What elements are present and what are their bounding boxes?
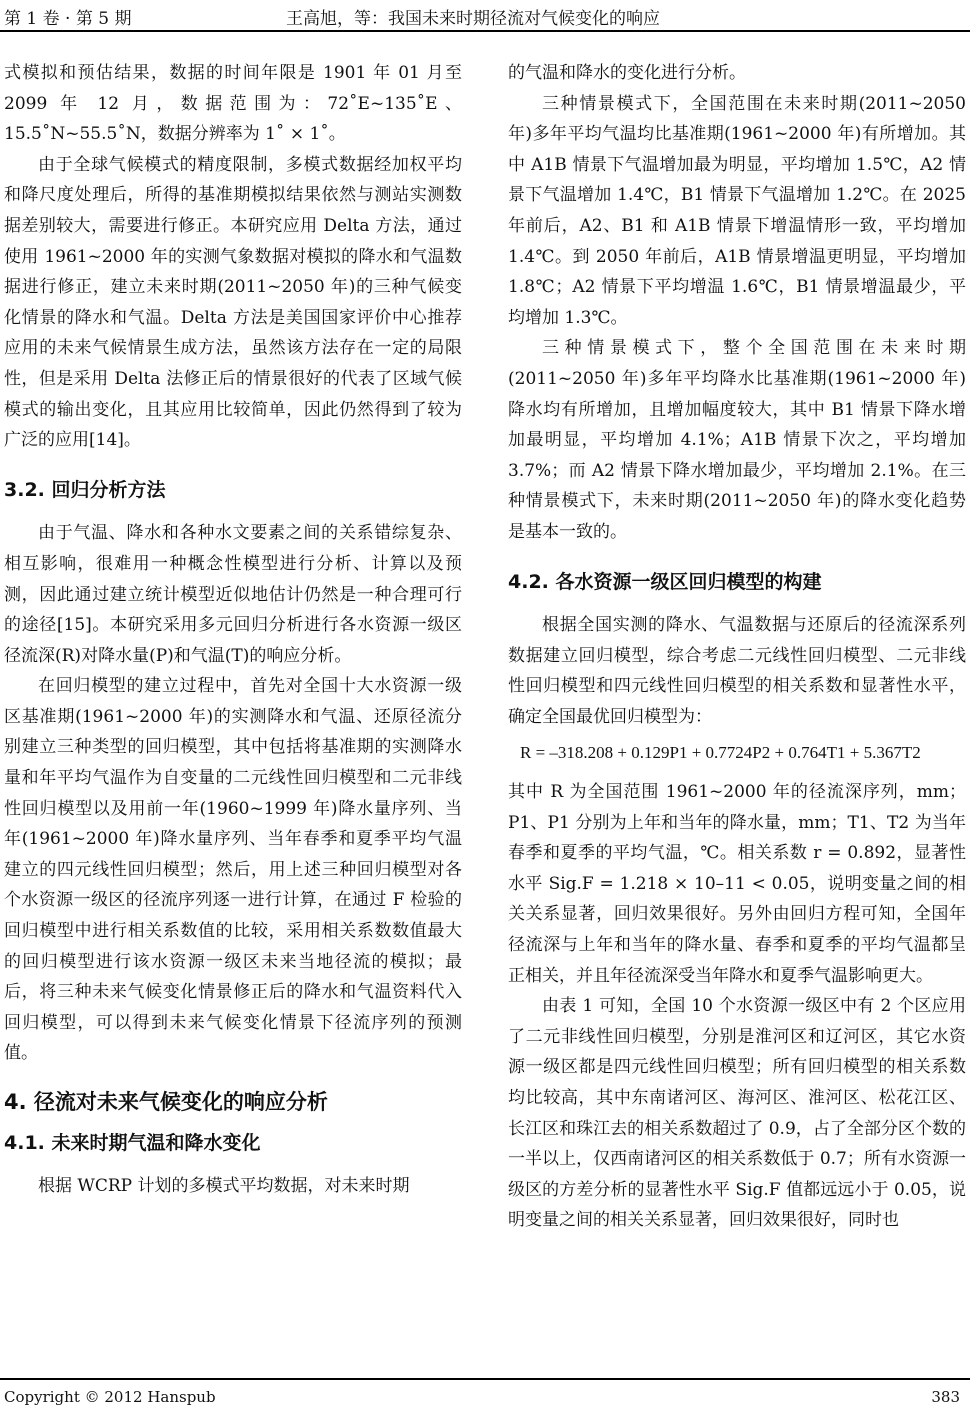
page-header bbox=[0, 0, 970, 34]
section-heading-4: 4. 径流对未来气候变化的响应分析 bbox=[4, 1090, 328, 1114]
section-heading-4-1: 4.1. 未来时期气温和降水变化 bbox=[4, 1131, 261, 1154]
left-column bbox=[4, 58, 462, 1202]
header-rule bbox=[0, 30, 970, 32]
running-title: 王高旭，等：我国未来时期径流对气候变化的响应 bbox=[286, 9, 660, 29]
footer-rule bbox=[0, 1378, 970, 1380]
section-heading-4-2: 4.2. 各水资源一级区回归模型的构建 bbox=[508, 570, 822, 593]
section-heading-3-2: 3.2. 回归分析方法 bbox=[4, 478, 166, 501]
page-number: 383 bbox=[931, 1388, 960, 1406]
paragraph: 由于全球气候模式的精度限制，多模式数据经加权平均和降尺度处理后，所得的基准期模拟结果依然与测站实测数据差别较大，需要进行修正。本研究应用 Delta 方法，通过使用 1961~2000 年的实测气象数据对模拟的降水和气温数据进行修正，建立未来时期(2011~2050 年)的三种气候变化情景的降水和气温。Delta 方法是美国国家评价中心推荐应用的未来气候情景生成方法，虽然该方法存在一定的局限性，但是采用 Delta 法修正后的情景很好的代表了区域气候模式的输出变化，且其应用比较简单，因此仍然得到了较为广泛的应用[14]。 bbox=[4, 154, 462, 451]
page-footer bbox=[0, 1378, 970, 1414]
regression-equation: R = –318.208 + 0.129P1 + 0.7724P2 + 0.764T1 + 5.367T2 bbox=[520, 743, 921, 763]
paragraph: 三种情景模式下，整个全国范围在未来时期(2011~2050 年)多年平均降水比基准期(1961~2000 年)降水均有所增加，且增加幅度较大，其中 B1 情景下降水增加最明显，平均增加 4.1%；A1B 情景下次之，平均增加 3.7%；而 A2 情景下降水增加最少，平均增加 2.1%。在三种情景模式下，未来时期(2011~2050 年)的降水变化趋势是基本一致的。 bbox=[508, 338, 966, 542]
paragraph: 根据全国实测的降水、气温数据与还原后的径流深系列数据建立回归模型，综合考虑二元线性回归模型、二元非线性回归模型和四元线性回归模型的相关系数和显著性水平，确定全国最优回归模型为： bbox=[508, 615, 966, 727]
right-column bbox=[508, 58, 966, 1236]
journal-issue: 第 1 卷 · 第 5 期 bbox=[4, 9, 132, 29]
paragraph: 的气温和降水的变化进行分析。 bbox=[508, 63, 746, 83]
paragraph: 由于气温、降水和各种水文要素之间的关系错综复杂、相互影响，很难用一种概念性模型进行分析、计算以及预测，因此通过建立统计模型近似地估计仍然是一种合理可行的途径[15]。本研究采用多元回归分析进行各水资源一级区径流深(R)对降水量(P)和气温(T)的响应分析。 bbox=[4, 523, 462, 666]
paragraph: 式模拟和预估结果，数据的时间年限是 1901 年 01 月至 2099 年 12 月，数据范围为：72˚E~135˚E、15.5˚N~55.5˚N，数据分辨率为 1˚ × 1˚。 bbox=[4, 63, 462, 145]
paragraph: 三种情景模式下，全国范围在未来时期(2011~2050 年)多年平均气温均比基准期(1961~2000 年)有所增加。其中 A1B 情景下气温增加最为明显，平均增加 1.5℃，A2 情景下气温增加 1.4℃，B1 情景下气温增加 1.2℃。在 2025 年前后，A2、B1 和 A1B 情景下增温情形一致，平均增加 1.4℃。到 2050 年前后，A1B 情景增温更明显，平均增加 1.8℃；A2 情景下平均增温 1.6℃，B1 情景增温最少，平均增加 1.3℃。 bbox=[508, 93, 966, 328]
copyright: Copyright © 2012 Hanspub bbox=[4, 1388, 216, 1406]
paragraph: 其中 R 为全国范围 1961~2000 年的径流深序列，mm；P1、P1 分别为上年和当年的降水量，mm；T1、T2 为当年春季和夏季的平均气温，℃。相关系数 r = 0.892，显著性水平 Sig.F = 1.218 × 10–11 < 0.05，说明变量之间的相关关系显著，回归效果很好。另外由回归方程可知，全国年径流深与上年和当年的降水量、春季和夏季的平均气温都呈正相关，并且年径流深受当年降水和夏季气温影响更大。 bbox=[508, 782, 966, 986]
paragraph: 在回归模型的建立过程中，首先对全国十大水资源一级区基准期(1961~2000 年)的实测降水和气温、还原径流分别建立三种类型的回归模型，其中包括将基准期的实测降水量和年平均气温作为自变量的二元线性回归模型和二元非线性回归模型以及用前一年(1960~1999 年)降水量序列、当年(1961~2000 年)降水量序列、当年春季和夏季平均气温建立的四元线性回归模型；然后，用上述三种回归模型对各个水资源一级区的径流序列逐一进行计算，在通过 F 检验的回归模型中进行相关系数值的比较，采用相关系数数值最大的回归模型进行该水资源一级区未来当地径流的模拟；最后，将三种未来气候变化情景修正后的降水和气温资料代入回归模型，可以得到未来气候变化情景下径流序列的预测值。 bbox=[4, 676, 462, 1064]
paragraph: 根据 WCRP 计划的多模式平均数据，对未来时期 bbox=[38, 1176, 410, 1197]
paragraph: 由表 1 可知，全国 10 个水资源一级区中有 2 个区应用了二元非线性回归模型，分别是淮河区和辽河区，其它水资源一级区都是四元线性回归模型；所有回归模型的相关系数均比较高，其中东南诸河区、海河区、淮河区、松花江区、长江区和珠江去的相关系数超过了 0.9，占了全部分区个数的一半以上，仅西南诸河区的相关系数低于 0.7；所有水资源一级区的方差分析的显著性水平 Sig.F 值都远远小于 0.05，说明变量之间的相关关系显著，回归效果很好，同时也 bbox=[508, 996, 966, 1231]
